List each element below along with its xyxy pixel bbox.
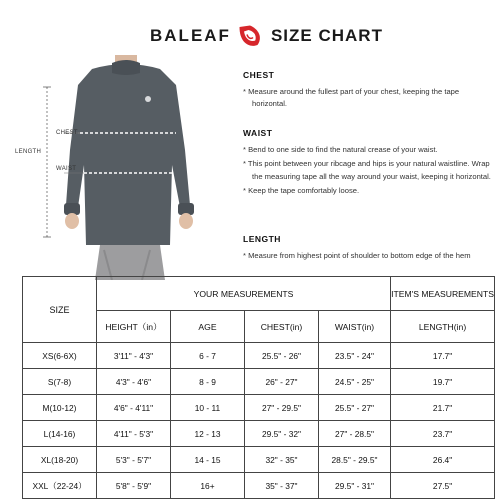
table-row (23, 447, 495, 473)
model-photo (0, 55, 230, 280)
age-cell: 6 - 7 (171, 343, 245, 369)
brand-name: BALEAF (150, 26, 231, 45)
items-measurements-header: ITEM'S MEASUREMENTS (391, 277, 495, 311)
height-cell: 3'11" - 4'3" (97, 343, 171, 369)
age-cell: 12 - 13 (171, 421, 245, 447)
col-chest: CHEST(in) (245, 311, 319, 343)
waist-title: WAIST (243, 128, 273, 138)
chest-cell: 26" - 27" (245, 369, 319, 395)
waist-section (243, 128, 493, 200)
table-row (23, 369, 495, 395)
waist-cell: 29.5" - 31" (319, 473, 391, 499)
length-section (243, 234, 493, 264)
table-row (23, 473, 495, 499)
chest-label: CHEST (56, 130, 78, 136)
waist-label: WAIST (56, 166, 77, 172)
height-cell: 5'8" - 5'9" (97, 473, 171, 499)
chest-cell: 29.5" - 32" (245, 421, 319, 447)
waist-cell: 23.5" - 24" (319, 343, 391, 369)
your-measurements-header: YOUR MEASUREMENTS (97, 277, 391, 311)
waist-cell: 25.5" - 27" (319, 395, 391, 421)
size-table (22, 276, 495, 499)
waist-bullet: * Bend to one side to find the natural crease of your waist. (243, 145, 438, 154)
waist-cell: 24.5" - 25" (319, 369, 391, 395)
height-cell: 5'3" - 5'7" (97, 447, 171, 473)
chest-bullet: * Measure around the fullest part of your chest, keeping the tape horizontal. (243, 87, 460, 109)
chest-title: CHEST (243, 70, 275, 80)
table-row (23, 421, 495, 447)
height-cell: 4'11" - 5'3" (97, 421, 171, 447)
age-cell: 10 - 11 (171, 395, 245, 421)
length-title: LENGTH (243, 234, 281, 244)
col-age: AGE (171, 311, 245, 343)
col-height: HEIGHT（in） (97, 311, 171, 343)
col-waist: WAIST(in) (319, 311, 391, 343)
length-cell: 19.7" (391, 369, 495, 395)
height-cell: 4'3" - 4'6" (97, 369, 171, 395)
size-cell: M(10-12) (23, 395, 97, 421)
age-cell: 16+ (171, 473, 245, 499)
model-figure (0, 55, 230, 280)
length-cell: 26.4" (391, 447, 495, 473)
col-length: LENGTH(in) (391, 311, 495, 343)
table-row (23, 395, 495, 421)
size-cell: XL(18-20) (23, 447, 97, 473)
waist-bullet: * This point between your ribcage and hips is your natural waistline. Wrap the measuring tape all the way around your waist, keeping it horizontal. (243, 159, 491, 181)
table-header-row (23, 277, 495, 311)
waist-bullet: * Keep the tape comfortably loose. (243, 186, 360, 196)
chest-cell: 27" - 29.5" (245, 395, 319, 421)
waist-cell: 28.5" - 29.5" (319, 447, 391, 473)
length-cell: 27.5" (391, 473, 495, 499)
size-header: SIZE (23, 277, 97, 343)
header (150, 18, 383, 54)
table-row (23, 343, 495, 369)
height-cell: 4'6" - 4'11" (97, 395, 171, 421)
chest-cell: 32" - 35" (245, 447, 319, 473)
chart-title: SIZE CHART (270, 26, 383, 45)
length-bullet: * Measure from highest point of shoulder to bottom edge of the hem (243, 251, 471, 260)
size-cell: XS(6-6X) (23, 343, 97, 369)
size-cell: S(7-8) (23, 369, 97, 395)
length-cell: 23.7" (391, 421, 495, 447)
length-label: LENGTH (15, 149, 42, 155)
age-cell: 8 - 9 (171, 369, 245, 395)
age-cell: 14 - 15 (171, 447, 245, 473)
length-cell: 17.7" (391, 343, 495, 369)
size-cell: XXL（22-24） (23, 473, 97, 499)
size-cell: L(14-16) (23, 421, 97, 447)
chest-cell: 35" - 37" (245, 473, 319, 499)
chest-cell: 25.5" - 26" (245, 343, 319, 369)
baleaf-logo-icon (235, 21, 265, 51)
length-cell: 21.7" (391, 395, 495, 421)
chest-section (243, 70, 493, 113)
waist-cell: 27" - 28.5" (319, 421, 391, 447)
